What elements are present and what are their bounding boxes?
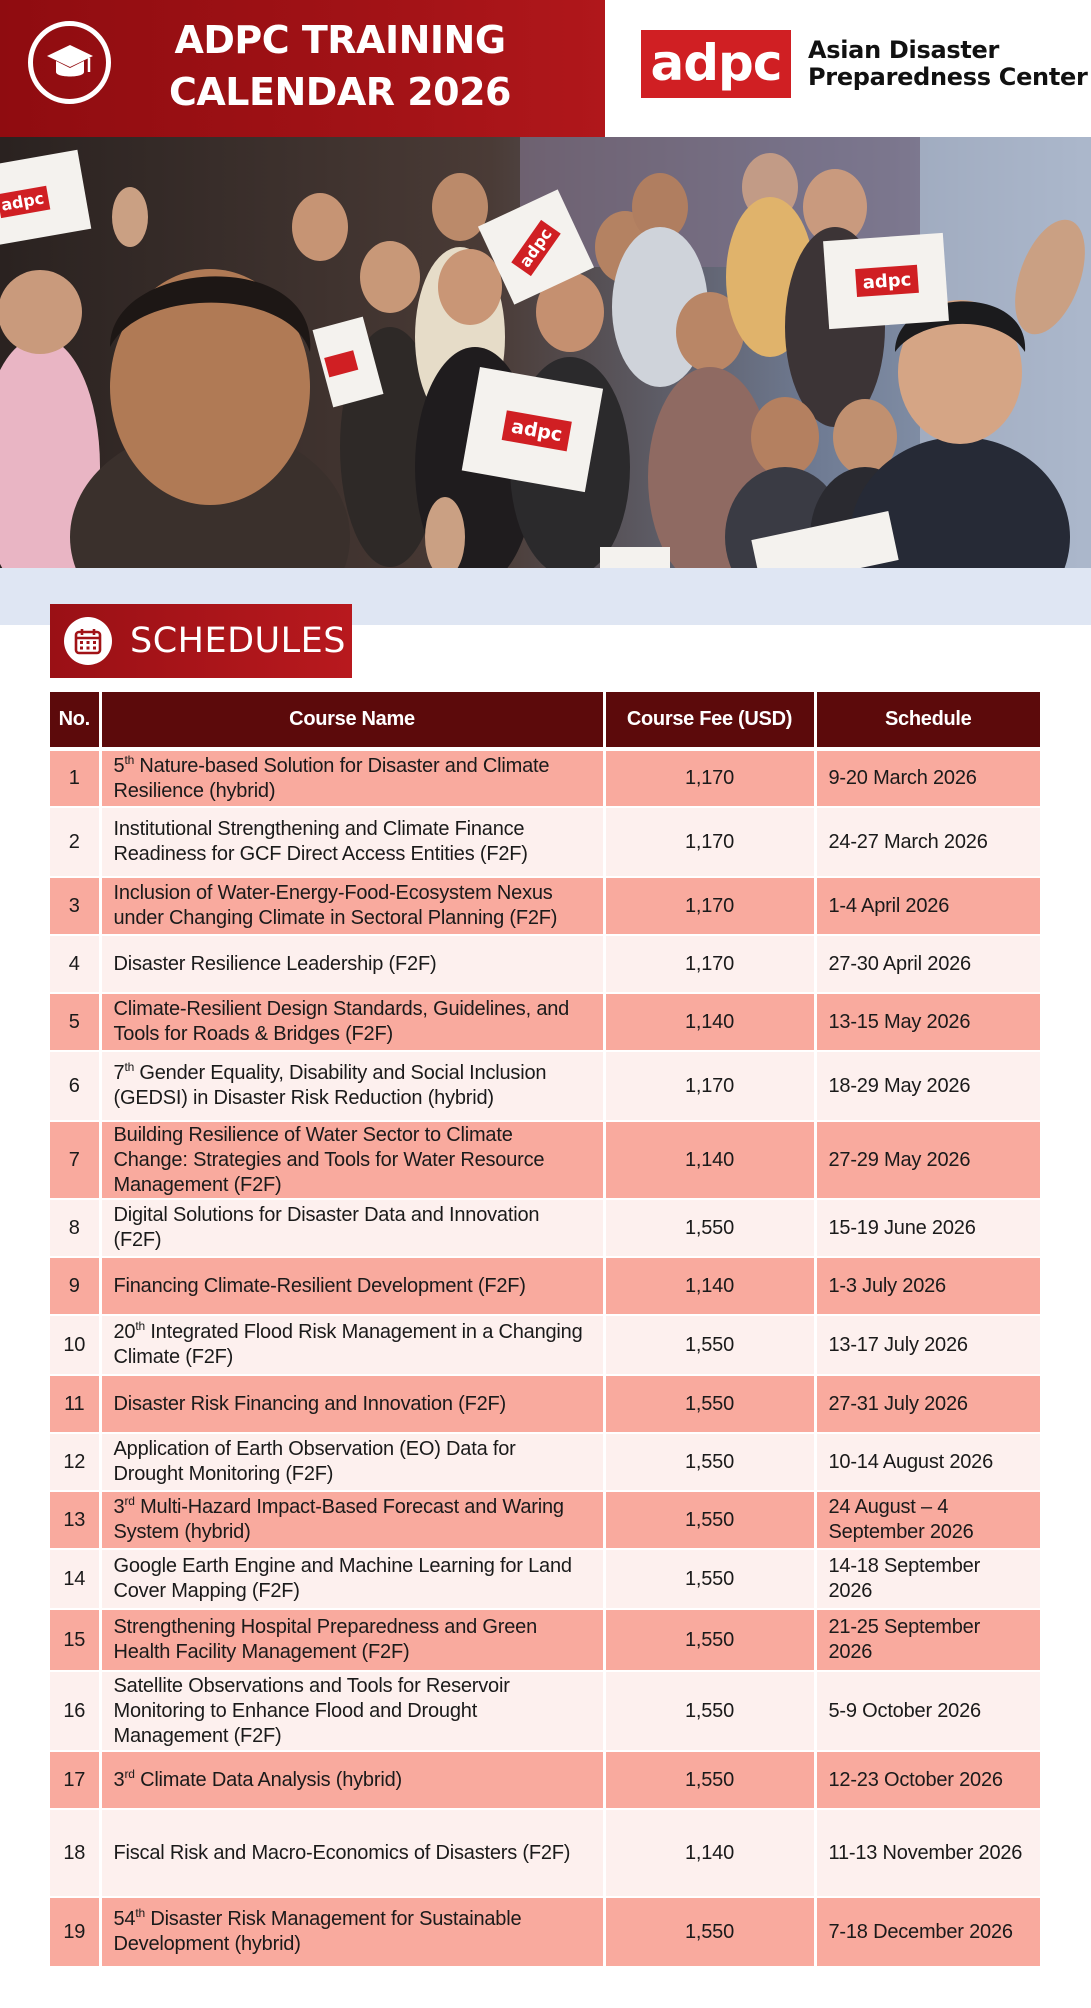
course-fee: 1,550 — [604, 1199, 815, 1257]
course-fee: 1,550 — [604, 1491, 815, 1549]
course-edition-number: 20 — [113, 1321, 136, 1343]
course-fee: 1,140 — [604, 1121, 815, 1199]
adpc-logo: adpc — [641, 30, 791, 98]
table-row — [50, 935, 1040, 993]
course-edition-number: 54 — [113, 1908, 136, 1930]
course-fee: 1,550 — [604, 1375, 815, 1433]
schedules-banner — [50, 604, 352, 678]
table-row — [50, 1609, 1040, 1671]
course-fee: 1,550 — [604, 1609, 815, 1671]
course-name — [100, 1549, 604, 1609]
course-title: Climate-Resilient Design Standards, Guidelines, and Tools for Roads & Bridges (F2F) — [113, 998, 570, 1045]
course-fee: 1,550 — [604, 1549, 815, 1609]
organization-name-line-2: Preparedness Center — [808, 63, 1088, 91]
schedules-heading: SCHEDULES — [130, 621, 346, 661]
course-schedule: 27-30 April 2026 — [815, 935, 1040, 993]
table-row — [50, 1121, 1040, 1199]
course-title: Integrated Flood Risk Management in a Changing Climate (F2F) — [113, 1321, 583, 1368]
table-row — [50, 993, 1040, 1051]
course-edition-number: 5 — [113, 754, 125, 777]
photo-sign-text: adpc — [0, 188, 46, 215]
course-schedule: 9-20 March 2026 — [815, 749, 1040, 807]
course-fee: 1,140 — [604, 993, 815, 1051]
course-edition-number: 3 — [113, 1496, 125, 1518]
title-block — [0, 0, 605, 137]
course-number: 18 — [50, 1809, 100, 1897]
table-row — [50, 1491, 1040, 1549]
course-schedule: 14-18 September 2026 — [815, 1549, 1040, 1609]
course-schedule: 11-13 November 2026 — [815, 1809, 1040, 1897]
course-number: 1 — [50, 749, 100, 807]
course-number: 7 — [50, 1121, 100, 1199]
table-row — [50, 1897, 1040, 1967]
course-name — [100, 1257, 604, 1315]
course-number: 3 — [50, 877, 100, 935]
course-schedule: 18-29 May 2026 — [815, 1051, 1040, 1121]
course-name — [100, 1491, 604, 1549]
course-name — [100, 1897, 604, 1967]
table-row — [50, 1671, 1040, 1751]
column-header-course-fee: Course Fee (USD) — [604, 692, 815, 749]
table-row — [50, 1051, 1040, 1121]
course-title: Fiscal Risk and Macro-Economics of Disasters (F2F) — [113, 1841, 571, 1864]
table-header-row — [50, 692, 1040, 749]
course-edition-number: 3 — [113, 1768, 125, 1791]
course-schedule: 27-29 May 2026 — [815, 1121, 1040, 1199]
column-header-no: No. — [50, 692, 100, 749]
column-header-schedule: Schedule — [815, 692, 1040, 749]
photo-sign-text: adpc — [509, 415, 564, 447]
course-number: 15 — [50, 1609, 100, 1671]
course-name — [100, 1671, 604, 1751]
course-title: Climate Data Analysis (hybrid) — [134, 1768, 402, 1791]
course-title: Satellite Observations and Tools for Reservoir Monitoring to Enhance Flood and Drought Management (F2F) — [113, 1674, 510, 1747]
course-fee: 1,170 — [604, 1051, 815, 1121]
photo-sign-text: adpc — [515, 224, 556, 271]
course-edition-number: 7 — [113, 1062, 125, 1084]
course-fee: 1,170 — [604, 877, 815, 935]
course-schedule: 5-9 October 2026 — [815, 1671, 1040, 1751]
course-edition-suffix: th — [135, 1319, 145, 1333]
course-name — [100, 1609, 604, 1671]
course-schedule: 15-19 June 2026 — [815, 1199, 1040, 1257]
course-schedule: 24 August – 4 September 2026 — [815, 1491, 1040, 1549]
course-number: 16 — [50, 1671, 100, 1751]
column-header-course-name: Course Name — [100, 692, 604, 749]
table-body — [50, 749, 1040, 1967]
course-title: Strengthening Hospital Preparedness and Green Health Facility Management (F2F) — [113, 1616, 538, 1663]
table-row — [50, 877, 1040, 935]
group-photo — [0, 137, 1091, 568]
course-schedule: 1-3 July 2026 — [815, 1257, 1040, 1315]
course-name — [100, 1051, 604, 1121]
course-name — [100, 807, 604, 877]
course-edition-suffix: rd — [124, 1766, 135, 1781]
course-name — [100, 1199, 604, 1257]
course-title: Building Resilience of Water Sector to Climate Change: Strategies and Tools for Water Resource Management (F2F) — [113, 1123, 545, 1196]
course-title: Gender Equality, Disability and Social Inclusion (GEDSI) in Disaster Risk Reduction (hybrid) — [113, 1062, 547, 1109]
course-number: 6 — [50, 1051, 100, 1121]
table-row — [50, 807, 1040, 877]
course-schedule: 24-27 March 2026 — [815, 807, 1040, 877]
course-fee: 1,170 — [604, 807, 815, 877]
course-number: 17 — [50, 1751, 100, 1809]
course-edition-suffix: th — [135, 1906, 145, 1920]
course-title: Disaster Resilience Leadership (F2F) — [113, 952, 437, 975]
course-name — [100, 1809, 604, 1897]
course-name — [100, 1751, 604, 1809]
graduation-cap-icon — [28, 21, 111, 104]
course-number: 2 — [50, 807, 100, 877]
title-line-1: ADPC TRAINING — [174, 18, 506, 62]
course-title: Institutional Strengthening and Climate Finance Readiness for GCF Direct Access Entities (F2F) — [113, 818, 528, 865]
table-row — [50, 1751, 1040, 1809]
table-row — [50, 1375, 1040, 1433]
organization-name-line-1: Asian Disaster — [808, 36, 1000, 64]
course-number: 19 — [50, 1897, 100, 1967]
table-row — [50, 1809, 1040, 1897]
organization-name — [808, 37, 1088, 91]
table-row — [50, 1199, 1040, 1257]
course-fee: 1,170 — [604, 749, 815, 807]
course-schedule: 13-15 May 2026 — [815, 993, 1040, 1051]
course-name — [100, 749, 604, 807]
course-name — [100, 1433, 604, 1491]
course-fee: 1,550 — [604, 1315, 815, 1375]
course-name — [100, 935, 604, 993]
course-number: 5 — [50, 993, 100, 1051]
course-number: 11 — [50, 1375, 100, 1433]
course-schedule: 21-25 September 2026 — [815, 1609, 1040, 1671]
course-schedule: 1-4 April 2026 — [815, 877, 1040, 935]
course-number: 8 — [50, 1199, 100, 1257]
photo-sign-text: adpc — [862, 269, 913, 294]
course-fee: 1,550 — [604, 1897, 815, 1967]
course-number: 10 — [50, 1315, 100, 1375]
course-title: Google Earth Engine and Machine Learning for Land Cover Mapping (F2F) — [113, 1555, 572, 1602]
course-title: Multi-Hazard Impact-Based Forecast and Waring System (hybrid) — [113, 1496, 564, 1543]
training-schedule-table — [50, 692, 1040, 1968]
course-fee: 1,550 — [604, 1433, 815, 1491]
course-name — [100, 1315, 604, 1375]
table-row — [50, 1549, 1040, 1609]
course-number: 12 — [50, 1433, 100, 1491]
course-name — [100, 877, 604, 935]
course-schedule: 13-17 July 2026 — [815, 1315, 1040, 1375]
page-title — [140, 14, 540, 118]
calendar-icon — [64, 617, 112, 665]
course-schedule: 7-18 December 2026 — [815, 1897, 1040, 1967]
course-name — [100, 1121, 604, 1199]
course-schedule: 10-14 August 2026 — [815, 1433, 1040, 1491]
course-edition-suffix: th — [124, 752, 135, 767]
course-fee: 1,550 — [604, 1751, 815, 1809]
course-number: 14 — [50, 1549, 100, 1609]
table-row — [50, 1433, 1040, 1491]
page-header — [0, 0, 1091, 137]
course-fee: 1,140 — [604, 1257, 815, 1315]
course-schedule: 27-31 July 2026 — [815, 1375, 1040, 1433]
table-row — [50, 1257, 1040, 1315]
course-number: 9 — [50, 1257, 100, 1315]
course-fee: 1,170 — [604, 935, 815, 993]
course-fee: 1,140 — [604, 1809, 815, 1897]
table-row — [50, 1315, 1040, 1375]
course-title: Financing Climate-Resilient Development (F2F) — [113, 1274, 526, 1297]
title-line-2: CALENDAR 2026 — [169, 70, 511, 114]
course-title: Disaster Risk Management for Sustainable Development (hybrid) — [113, 1908, 522, 1955]
course-name — [100, 993, 604, 1051]
course-title: Nature-based Solution for Disaster and Climate Resilience (hybrid) — [113, 754, 550, 802]
adpc-brand — [641, 30, 1088, 98]
course-title: Disaster Risk Financing and Innovation (F2F) — [113, 1392, 506, 1415]
course-schedule: 12-23 October 2026 — [815, 1751, 1040, 1809]
course-name — [100, 1375, 604, 1433]
course-number: 4 — [50, 935, 100, 993]
table-row — [50, 749, 1040, 807]
course-number: 13 — [50, 1491, 100, 1549]
course-title: Application of Earth Observation (EO) Data for Drought Monitoring (F2F) — [113, 1438, 516, 1485]
course-fee: 1,550 — [604, 1671, 815, 1751]
course-title: Inclusion of Water-Energy-Food-Ecosystem Nexus under Changing Climate in Sectoral Planning (F2F) — [113, 882, 558, 929]
course-edition-suffix: th — [124, 1060, 135, 1074]
course-edition-suffix: rd — [124, 1494, 135, 1508]
course-title: Digital Solutions for Disaster Data and Innovation (F2F) — [113, 1204, 540, 1251]
